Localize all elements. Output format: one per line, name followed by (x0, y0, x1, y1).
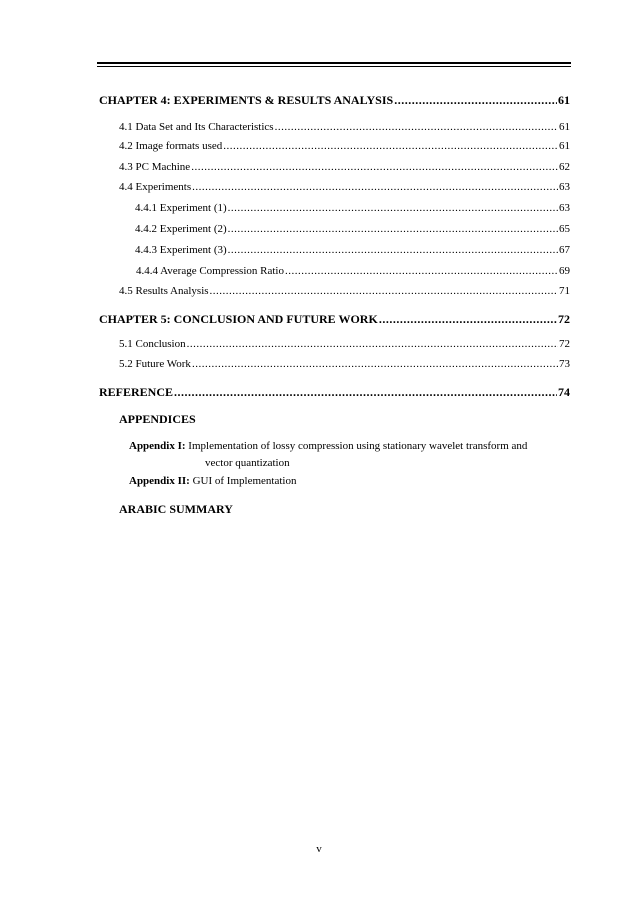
toc-page-number: 61 (559, 121, 570, 133)
toc-page-number: 72 (559, 338, 570, 350)
header-rule-thin (97, 66, 571, 67)
toc-leader-dots (285, 264, 558, 278)
toc-page-number: 71 (559, 285, 570, 297)
toc-title: 4.5 Results Analysis (119, 285, 209, 297)
toc-section-5-2[interactable] (119, 357, 570, 371)
toc-page-number: 65 (559, 223, 570, 235)
appendix-2-text: GUI of Implementation (192, 475, 297, 487)
toc-leader-dots (192, 180, 558, 194)
toc-leader-dots (191, 160, 558, 174)
toc-title: 4.4.2 Experiment (2) (135, 223, 227, 235)
toc-leader-dots (192, 357, 558, 371)
toc-section-5-1[interactable] (119, 337, 570, 351)
toc-page-number: 69 (559, 265, 570, 277)
toc-leader-dots (228, 201, 558, 215)
toc-title: 4.4.4 Average Compression Ratio (136, 265, 284, 277)
toc-leader-dots (210, 284, 558, 298)
appendix-2-line[interactable] (129, 474, 296, 488)
toc-page-number: 63 (559, 202, 570, 214)
toc-title: 4.4.3 Experiment (3) (135, 244, 227, 256)
appendix-2-label: Appendix II: (129, 475, 190, 487)
toc-page-number: 62 (559, 161, 570, 173)
toc-leader-dots (228, 222, 558, 236)
appendices-heading: APPENDICES (119, 412, 196, 426)
toc-section-4-2[interactable] (119, 139, 570, 153)
toc-page-number: 63 (559, 181, 570, 193)
appendix-1-text-continued: vector quantization (205, 457, 290, 469)
toc-reference[interactable] (99, 385, 570, 399)
toc-title: CHAPTER 5: CONCLUSION AND FUTURE WORK (99, 312, 378, 326)
toc-section-4-4-3[interactable] (135, 243, 570, 257)
toc-section-4-5[interactable] (119, 284, 570, 298)
toc-leader-dots (223, 139, 558, 153)
toc-page-number: 67 (559, 244, 570, 256)
toc-page-number: 73 (559, 358, 570, 370)
header-rule-thick (97, 62, 571, 64)
toc-section-4-3[interactable] (119, 160, 570, 174)
toc-section-4-4[interactable] (119, 180, 570, 194)
toc-title: 5.1 Conclusion (119, 338, 186, 350)
toc-title: REFERENCE (99, 385, 174, 399)
toc-section-4-4-2[interactable] (135, 222, 570, 236)
toc-title: 4.1 Data Set and Its Characteristics (119, 121, 274, 133)
page-number: v (316, 843, 322, 855)
toc-leader-dots (379, 312, 557, 326)
toc-title: CHAPTER 4: EXPERIMENTS & RESULTS ANALYSIS (99, 93, 394, 107)
toc-leader-dots (228, 243, 558, 257)
toc-chapter-5[interactable] (99, 312, 570, 326)
toc-page-number: 72 (558, 312, 570, 326)
appendix-1-label: Appendix I: (129, 440, 186, 452)
toc-page-number: 61 (559, 140, 570, 152)
toc-title: 4.4 Experiments (119, 181, 192, 193)
toc-page-number: 61 (558, 93, 570, 107)
toc-title: 5.2 Future Work (119, 358, 191, 370)
toc-title: 4.2 Image formats used (119, 140, 223, 152)
toc-page-number: 74 (558, 385, 570, 399)
toc-leader-dots (187, 337, 558, 351)
toc-section-4-1[interactable] (119, 120, 570, 134)
toc-chapter-4[interactable] (99, 93, 570, 107)
arabic-summary-heading: ARABIC SUMMARY (119, 502, 233, 516)
toc-leader-dots (174, 385, 557, 399)
toc-title: 4.3 PC Machine (119, 161, 191, 173)
toc-section-4-4-1[interactable] (135, 201, 570, 215)
toc-leader-dots (275, 120, 558, 134)
appendix-1-text: Implementation of lossy compression using stationary wavelet transform and (188, 440, 528, 452)
toc-title: 4.4.1 Experiment (1) (135, 202, 227, 214)
toc-leader-dots (394, 93, 557, 107)
appendix-1-line[interactable] (129, 439, 527, 453)
toc-section-4-4-4[interactable] (136, 264, 570, 278)
appendix-1-line-2 (205, 456, 290, 470)
